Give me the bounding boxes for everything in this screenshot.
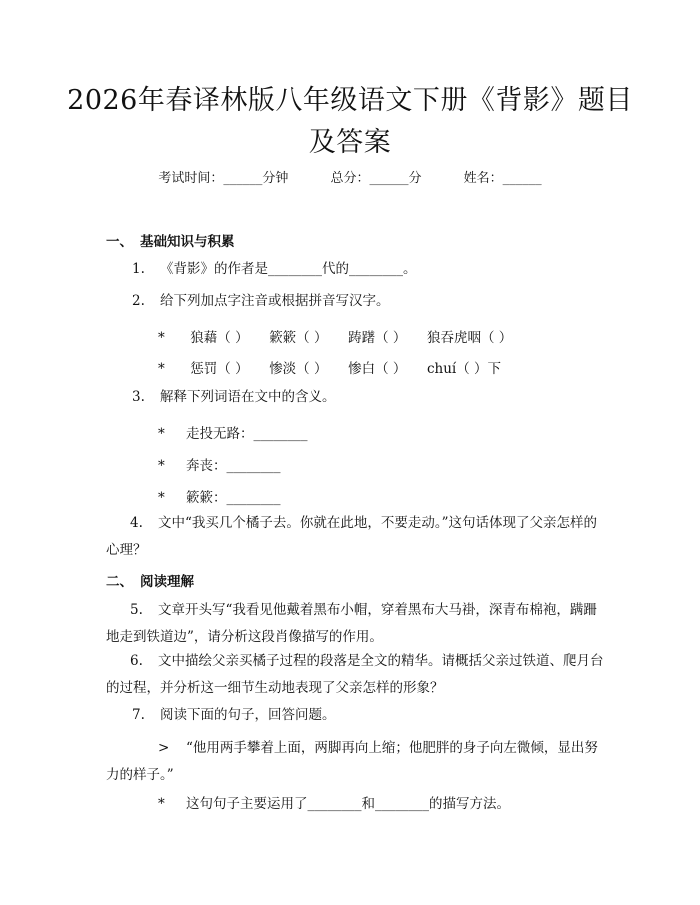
section-number: 一、 xyxy=(106,234,133,250)
question-number: 6. xyxy=(130,653,143,669)
pinyin-item: 狼吞虎咽（ ） xyxy=(426,330,513,346)
question-text: 文中“我买几个橘子去。你就在此地，不要走动。”这句话体现了父亲怎样的心理？ xyxy=(106,515,598,558)
definition-text: 簌簌：________ xyxy=(186,490,281,506)
student-name-label: 姓名：______ xyxy=(463,171,542,186)
definition-item-1 xyxy=(158,422,308,442)
question-text: 文中描绘父亲买橘子过程的段落是全文的精华。请概括父亲过铁道、爬月台的过程，并分析这一细节生动地表现了父亲怎样的形象？ xyxy=(106,653,604,696)
question-7 xyxy=(132,702,336,728)
exam-meta xyxy=(0,167,700,186)
question-number: 3. xyxy=(132,389,145,405)
bullet-star: * xyxy=(158,796,165,812)
pinyin-item: 惨白（ ） xyxy=(348,361,407,377)
bullet-star: * xyxy=(158,458,165,474)
question-number: 7. xyxy=(132,707,145,723)
section-heading-2 xyxy=(106,570,194,590)
question-6 xyxy=(106,648,606,702)
question-text: 阅读下面的句子，回答问题。 xyxy=(160,707,336,723)
question-3 xyxy=(132,384,336,410)
pinyin-row-2 xyxy=(158,357,501,377)
question-1 xyxy=(132,256,417,282)
definition-text: 奔丧：________ xyxy=(186,458,281,474)
pinyin-item: 惨淡（ ） xyxy=(269,361,328,377)
question-text: 解释下列词语在文中的含义。 xyxy=(160,389,336,405)
bullet-star: * xyxy=(158,361,165,377)
sub-question-7 xyxy=(158,792,510,812)
pinyin-item: 簌簌（ ） xyxy=(269,330,328,346)
section-title: 阅读理解 xyxy=(140,574,194,590)
pinyin-item: 狼藉（ ） xyxy=(190,330,249,346)
question-text: 给下列加点字注音或根据拼音写汉字。 xyxy=(160,293,390,309)
page-title: 2026年春译林版八年级语文下册《背影》题目及答案 xyxy=(67,85,633,158)
definition-text: 走投无路：________ xyxy=(186,426,308,442)
quote-text: “他用两手攀着上面，两脚再向上缩；他肥胖的身子向左微倾，显出努力的样子。” xyxy=(106,740,598,783)
question-number: 4. xyxy=(130,515,143,531)
section-number: 二、 xyxy=(106,574,133,590)
definition-item-2 xyxy=(158,454,281,474)
pinyin-item: 惩罚（ ） xyxy=(190,361,249,377)
section-heading-1 xyxy=(106,230,235,250)
question-number: 2. xyxy=(132,293,145,309)
bullet-star: * xyxy=(158,330,165,346)
quoted-sentence xyxy=(106,735,606,789)
exam-time-label: 考试时间：______分钟 xyxy=(158,171,289,186)
pinyin-item: 踌躇（ ） xyxy=(348,330,407,346)
question-text: 《背影》的作者是________代的________。 xyxy=(160,261,417,277)
question-5 xyxy=(106,597,606,651)
quote-marker: > xyxy=(158,740,170,756)
bullet-star: * xyxy=(158,426,165,442)
question-number: 1. xyxy=(132,261,145,277)
pinyin-row-1 xyxy=(158,326,512,346)
question-4 xyxy=(106,510,606,564)
pinyin-item: chuí（ ）下 xyxy=(426,361,502,377)
question-2 xyxy=(132,288,390,314)
bullet-star: * xyxy=(158,490,165,506)
question-text: 文章开头写“我看见他戴着黑布小帽，穿着黑布大马褂，深青布棉袍，蹒跚地走到铁道边”，请分析这段肖像描写的作用。 xyxy=(106,602,597,645)
total-score-label: 总分：______分 xyxy=(330,171,422,186)
definition-item-3 xyxy=(158,486,281,506)
question-number: 5. xyxy=(130,602,143,618)
sub-question-text: 这句句子主要运用了________和________的描写方法。 xyxy=(186,796,510,812)
section-title: 基础知识与积累 xyxy=(140,234,235,250)
